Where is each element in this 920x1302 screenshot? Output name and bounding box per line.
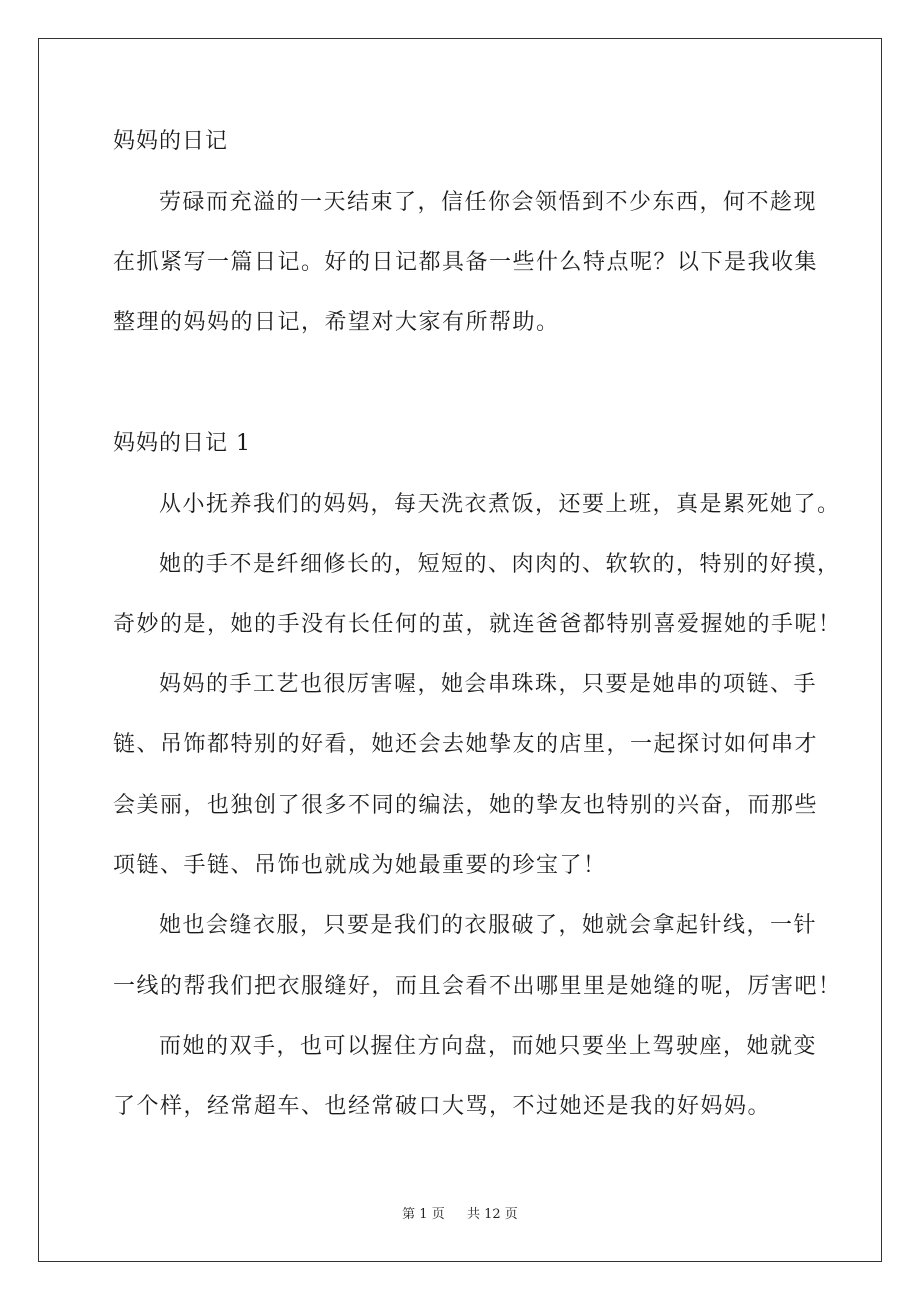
body-line-11: 了个样，经常超车、也经常破口大骂，不过她还是我的好妈妈。	[113, 1094, 772, 1119]
document-title: 妈妈的日记	[113, 129, 229, 154]
body-line-5: 链、吊饰都特别的好看，她还会去她挚友的店里，一起探讨如何串才	[113, 732, 819, 757]
body-line-7: 项链、手链、吊饰也就成为她最重要的珍宝了！	[113, 853, 607, 878]
section-title: 妈妈的日记 1	[113, 431, 251, 456]
intro-line-1: 劳碌而充溢的一天结束了，信任你会领悟到不少东西，何不趁现	[159, 190, 818, 215]
intro-line-2: 在抓紧写一篇日记。好的日记都具备一些什么特点呢？以下是我收集	[113, 250, 819, 275]
body-line-3: 奇妙的是，她的手没有长任何的茧，就连爸爸都特别喜爱握她的手呢！	[113, 612, 842, 637]
body-line-1: 从小抚养我们的妈妈，每天洗衣煮饭，还要上班，真是累死她了。	[159, 492, 841, 517]
page-footer	[0, 1206, 920, 1224]
body-line-4: 妈妈的手工艺也很厉害喔，她会串珠珠，只要是她串的项链、手	[159, 672, 818, 697]
page-border	[38, 38, 882, 1262]
body-line-10: 而她的双手，也可以握住方向盘，而她只要坐上驾驶座，她就变	[159, 1034, 818, 1059]
body-line-8: 她也会缝衣服，只要是我们的衣服破了，她就会拿起针线，一针	[159, 913, 818, 938]
body-line-9: 一线的帮我们把衣服缝好，而且会看不出哪里里是她缝的呢，厉害吧！	[113, 974, 842, 999]
body-line-6: 会美丽，也独创了很多不同的编法，她的挚友也特别的兴奋，而那些	[113, 793, 819, 818]
intro-line-3: 整理的妈妈的日记，希望对大家有所帮助。	[113, 310, 560, 335]
body-line-2: 她的手不是纤细修长的，短短的、肉肉的、软软的，特别的好摸，	[159, 552, 841, 577]
page-total: 共 12 页	[467, 1207, 518, 1222]
page-number: 第 1 页	[402, 1207, 445, 1222]
